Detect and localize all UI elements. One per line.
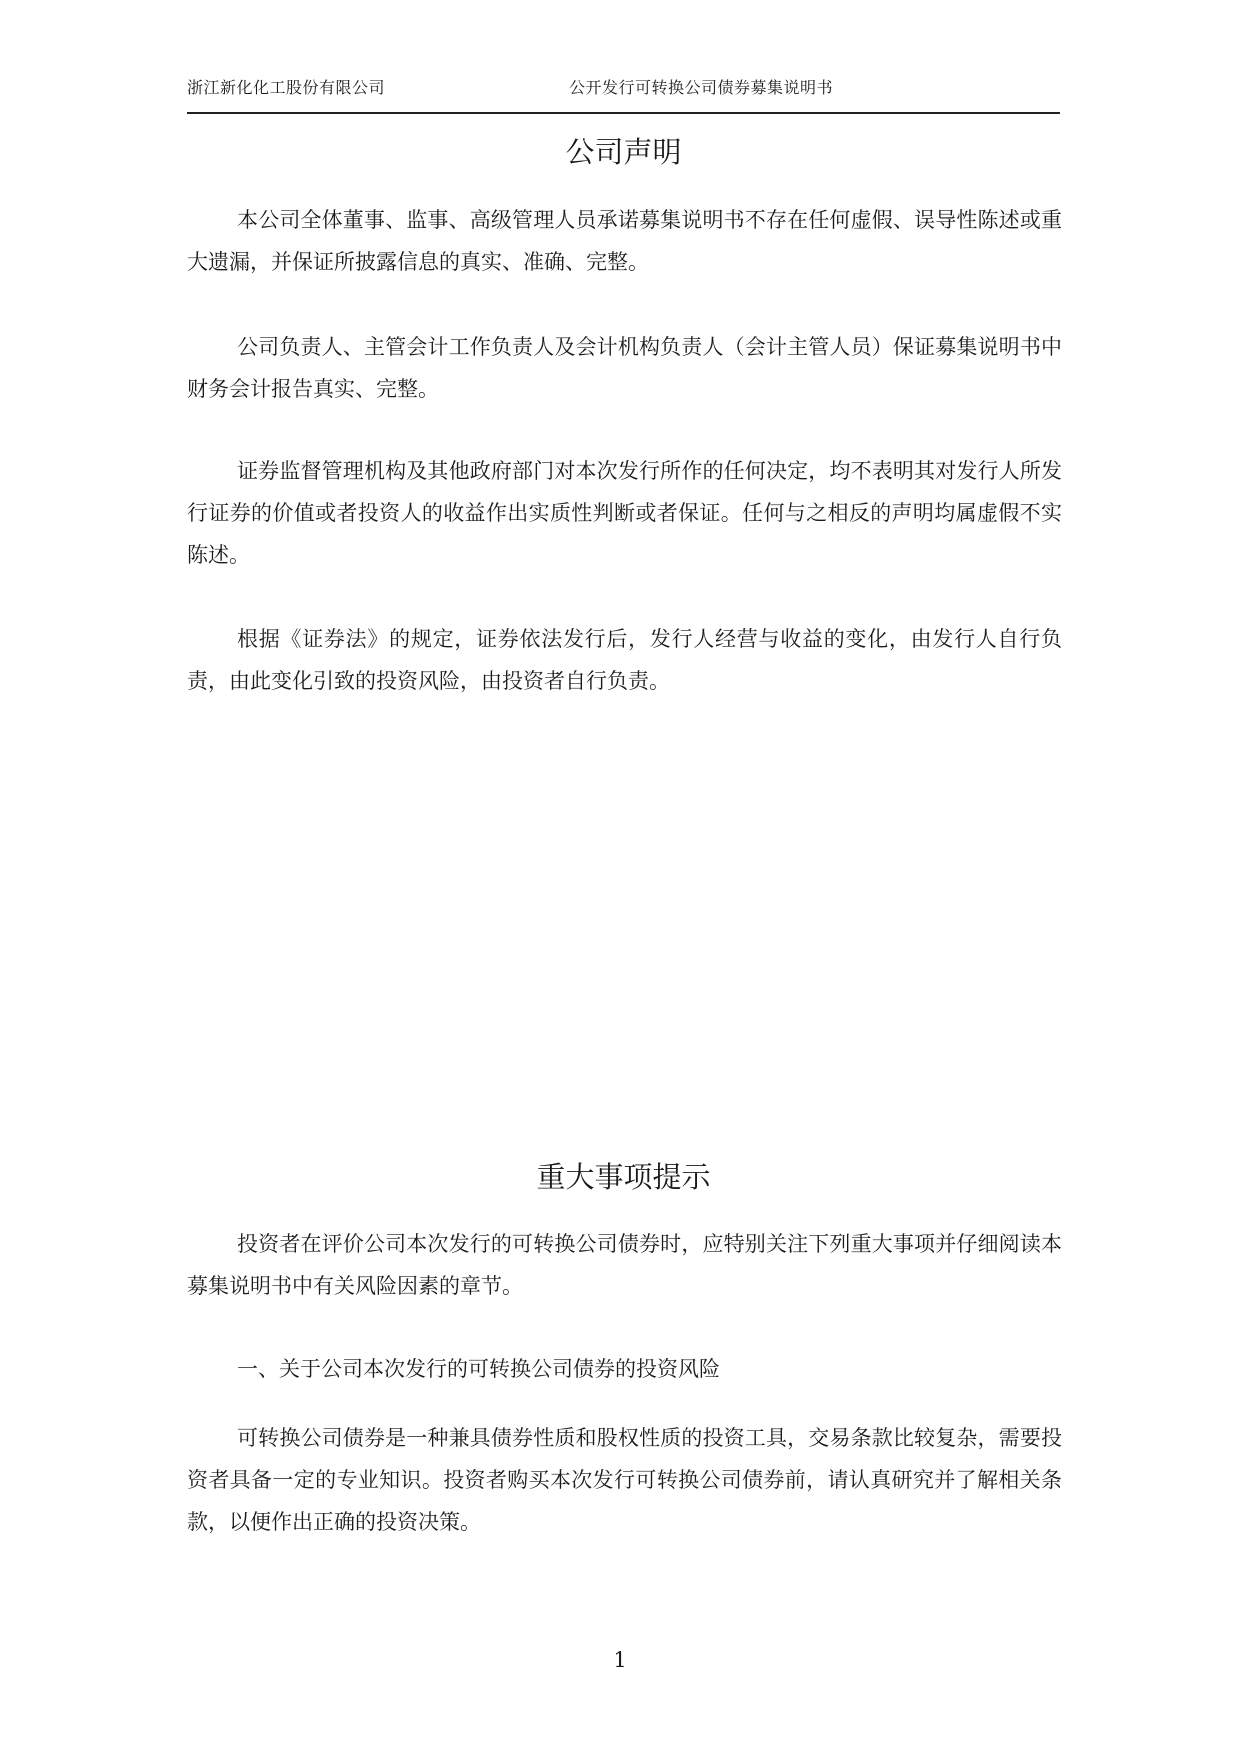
declaration-paragraph-2: 公司负责人、主管会计工作负责人及会计机构负责人（会计主管人员）保证募集说明书中财务会计报告真实、完整。	[187, 335, 1062, 401]
declaration-paragraph-1: 本公司全体董事、监事、高级管理人员承诺募集说明书不存在任何虚假、误导性陈述或重大遗漏，并保证所披露信息的真实、准确、完整。	[187, 208, 1062, 274]
declaration-paragraph-4: 根据《证券法》的规定，证券依法发行后，发行人经营与收益的变化，由发行人自行负责，由此变化引致的投资风险，由投资者自行负责。	[187, 627, 1062, 693]
major-matters-title: 重大事项提示	[536, 1160, 711, 1194]
declaration-paragraph-3: 证券监督管理机构及其他政府部门对本次发行所作的任何决定，均不表明其对发行人所发行证券的价值或者投资人的收益作出实质性判断或者保证。任何与之相反的声明均属虚假不实陈述。	[187, 459, 1062, 567]
page-number: 1	[613, 1648, 627, 1672]
major-matters-intro: 投资者在评价公司本次发行的可转换公司债券时，应特别关注下列重大事项并仔细阅读本募集说明书中有关风险因素的章节。	[187, 1232, 1062, 1298]
major-matters-body: 可转换公司债券是一种兼具债券性质和股权性质的投资工具，交易条款比较复杂，需要投资者具备一定的专业知识。投资者购买本次发行可转换公司债券前，请认真研究并了解相关条款，以便作出正确的投资决策。	[187, 1426, 1062, 1534]
header-document-title: 公开发行可转换公司债券募集说明书	[569, 78, 834, 97]
header-company-name: 浙江新化化工股份有限公司	[187, 78, 386, 97]
declaration-title: 公司声明	[565, 135, 682, 169]
major-matters-subheading: 一、关于公司本次发行的可转换公司债券的投资风险	[237, 1357, 720, 1381]
page-header	[187, 72, 1060, 114]
